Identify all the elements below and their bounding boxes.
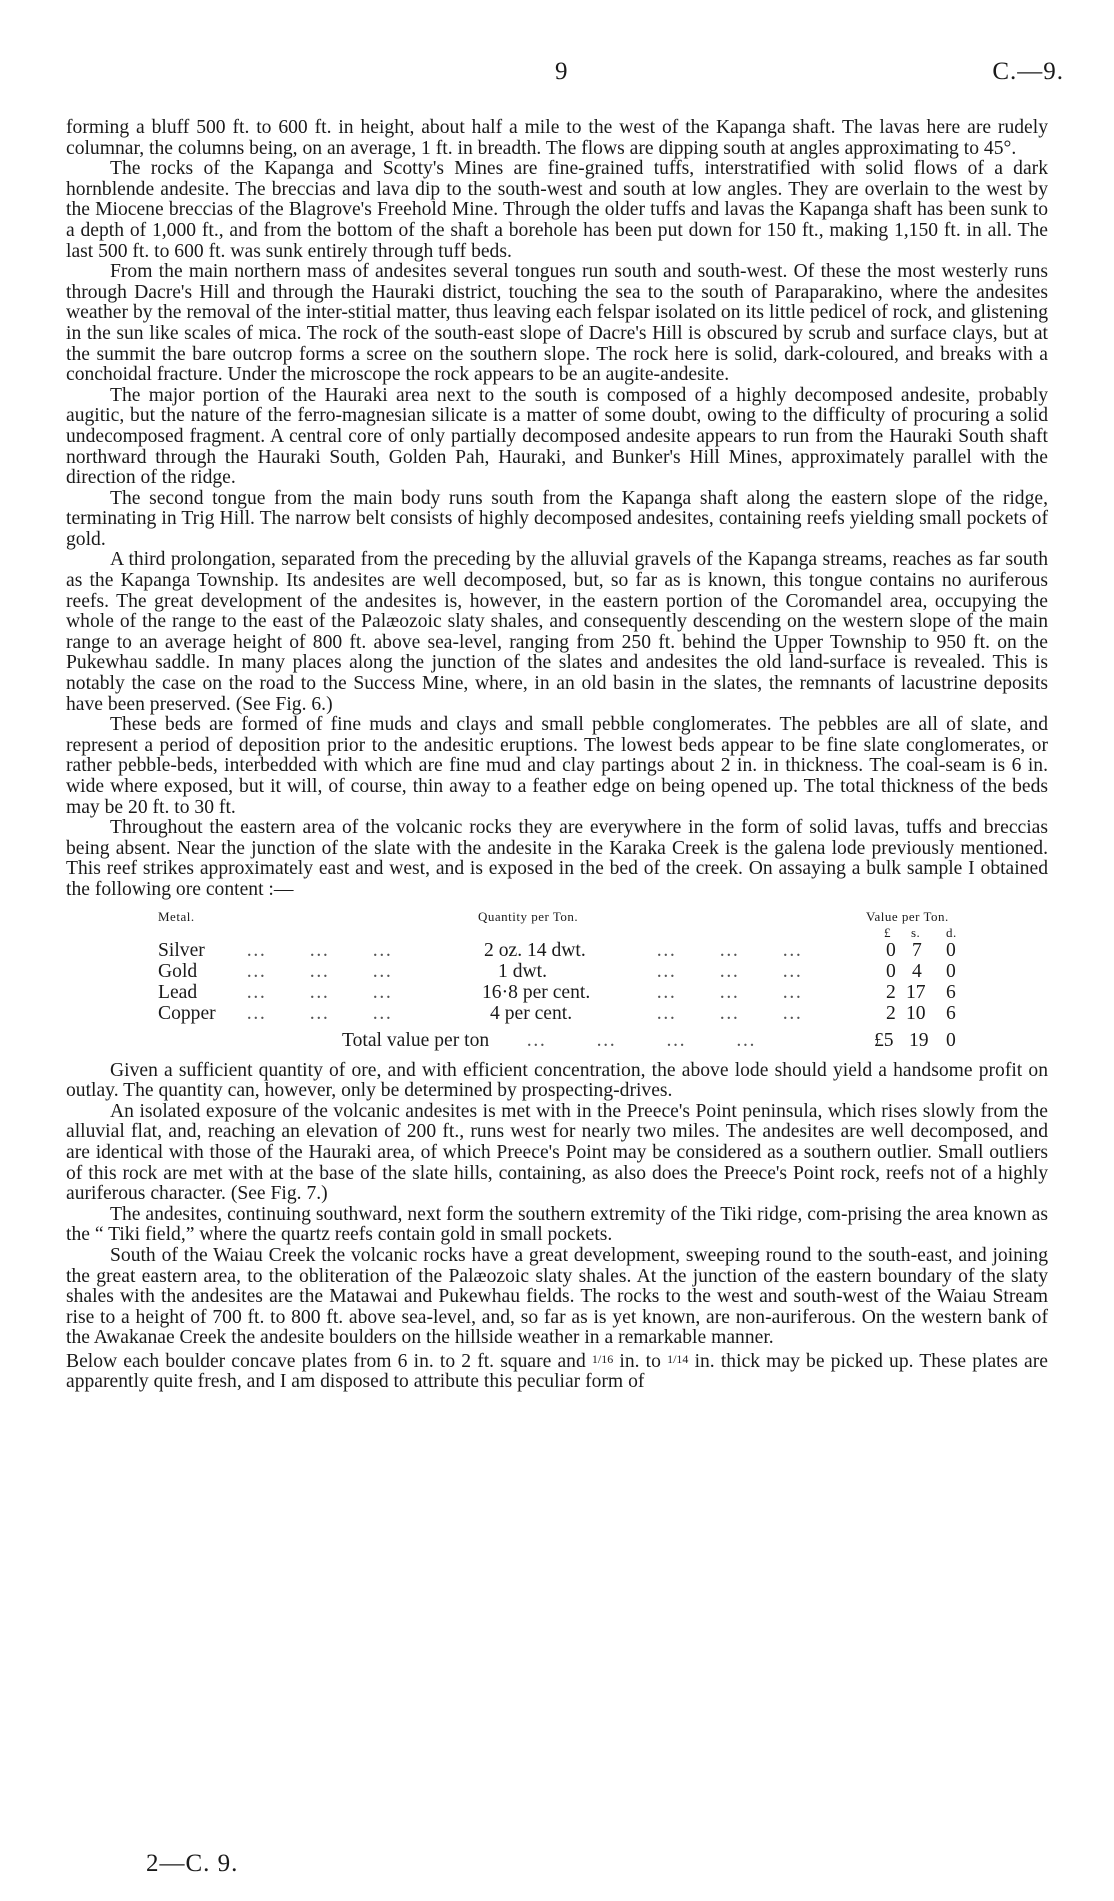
- metal-cell: Silver: [158, 939, 205, 961]
- paragraph: Given a sufficient quantity of ore, and with efficient concentration, the above lode should yield a handsome profit on outlay. The quantity can, however, only be determined by prospecting-drives.: [66, 1059, 1048, 1102]
- shillings-cell: 10: [906, 1002, 926, 1024]
- header-pounds: £: [884, 924, 891, 940]
- table-row: [66, 1004, 1048, 1026]
- total-pounds-cell: £5: [874, 1029, 894, 1051]
- pence-cell: 0: [946, 939, 956, 961]
- metal-cell: Copper: [158, 1002, 216, 1024]
- document-reference: C.—9.: [992, 58, 1064, 85]
- ore-content-table: [66, 907, 1048, 1051]
- pounds-cell: 2: [886, 1002, 896, 1024]
- paragraph: Throughout the eastern area of the volcanic rocks they are everywhere in the form of solid lavas, tuffs and breccias being absent. Near the junction of the slate with the andesite in the Karaka Creek is the galena lode previously mentioned. This reef strikes approximately east and west, and is exposed in the bed of the creek. On assaying a bulk sample I obtained the following ore content :—: [66, 817, 1048, 900]
- paragraph: The major portion of the Hauraki area next to the south is composed of a highly decomposed andesite, probably augitic, but the nature of the ferro-magnesian silicate is a matter of some doubt, owing to the difficulty of procuring a solid undecomposed fragment. A central core of only partially decomposed andesite appears to run from the Hauraki South shaft northward through the Hauraki South, Golden Pah, Hauraki, and Bunker's Hill Mines, approximately parallel with the direction of the ridge.: [66, 384, 1048, 489]
- metal-cell: Gold: [158, 960, 198, 982]
- leader-dots: … … …: [656, 1002, 804, 1024]
- table-total-row: [66, 1031, 1048, 1053]
- text-run: in. thick may be picked up. These plates are apparently quite fresh, and I am disposed to attribute this peculiar form of: [66, 1350, 1048, 1393]
- table-row: [66, 962, 1048, 984]
- total-label: Total value per ton: [342, 1029, 490, 1051]
- quantity-cell: 4 per cent.: [490, 1002, 573, 1024]
- paragraph: The andesites, continuing southward, next form the southern extremity of the Tiki ridge, com-prising the area known as the “ Tiki field,” where the quartz reefs contain gold in small pockets.: [66, 1203, 1048, 1246]
- paragraph: The second tongue from the main body runs south from the Kapanga shaft along the eastern slope of the ridge, terminating in Trig Hill. The narrow belt consists of highly decomposed andesites, containing reefs yielding small pockets of gold.: [66, 487, 1048, 550]
- pounds-cell: 0: [886, 960, 896, 982]
- leader-dots: … … …: [656, 939, 804, 961]
- paragraph: forming a bluff 500 ft. to 600 ft. in height, about half a mile to the west of the Kapanga shaft. The lavas here are rudely columnar, the columns being, on an average, 1 ft. in breadth. The flows are dipping south at angles approximating to 45°.: [66, 117, 1048, 159]
- leader-dots: … … …: [656, 960, 804, 982]
- pence-cell: 6: [946, 1002, 956, 1024]
- paragraph: These beds are formed of fine muds and clays and small pebble conglomerates. The pebbles are all of slate, and represent a period of deposition prior to the andesitic eruptions. The lowest beds appear to be fine slate conglomerates, or rather pebble-beds, interbedded with which are fine mud and clay partings about 2 in. in thickness. The coal-seam is 6 in. wide where exposed, but it will, of course, thin away to a feather edge on being opened up. The total thickness of the beds may be 20 ft. to 30 ft.: [66, 714, 1048, 818]
- pounds-cell: 0: [886, 939, 896, 961]
- text-run: Below each boulder concave plates from 6 in. to 2 ft. square and: [66, 1350, 586, 1372]
- leader-dots: … … …: [246, 960, 394, 982]
- quantity-cell: 2 oz. 14 dwt.: [484, 939, 586, 961]
- header-value: Value per Ton.: [866, 908, 949, 924]
- table-row: [66, 941, 1048, 963]
- shillings-cell: 4: [912, 960, 922, 982]
- leader-dots: … … …: [246, 939, 394, 961]
- pence-cell: 0: [946, 960, 956, 982]
- body-text: [66, 118, 1048, 1393]
- quantity-cell: 16·8 per cent.: [482, 981, 591, 1003]
- total-shillings-cell: 19: [909, 1029, 929, 1051]
- shillings-cell: 17: [906, 981, 926, 1003]
- header-pence: d.: [946, 924, 957, 940]
- header-metal: Metal.: [158, 908, 195, 924]
- text-run: in. to: [619, 1350, 661, 1372]
- leader-dots: … … … …: [526, 1029, 758, 1051]
- paragraph: From the main northern mass of andesites several tongues run south and south-west. Of these the most westerly runs through Dacre's Hill and through the Hauraki district, touching the sea to the south of Paraparakino, where the andesites weather by the removal of the inter-stitial matter, thus leaving each felspar isolated on its little pedicel of rock, and glistening in the sun like scales of mica. The rock of the south-east slope of Dacre's Hill is obscured by scrub and surface clays, but at the summit the bare outcrop forms a scree on the southern slope. The rock here is solid, dark-coloured, and breaks with a conchoidal fracture. Under the microscope the rock appears to be an augite-andesite.: [66, 261, 1048, 386]
- table-row: [66, 983, 1048, 1005]
- fraction: 1/16: [591, 1351, 614, 1366]
- pence-cell: 6: [946, 981, 956, 1003]
- paragraph: South of the Waiau Creek the volcanic rocks have a great development, sweeping round to the south-east, and joining the great eastern area, to the obliteration of the Palæozoic slaty shales. At the junction of the eastern boundary of the slaty shales with the andesites are the Matawai and Pukewhau fields. The rocks to the west and south-west of the Waiau Stream rise to a height of 700 ft. to 800 ft. above sea-level, and, so far as is yet known, are non-auriferous. On the western bank of the Awakanae Creek the andesite boulders on the hillside weather in a remarkable manner.: [66, 1244, 1048, 1349]
- quantity-cell: 1 dwt.: [498, 960, 547, 982]
- pounds-cell: 2: [886, 981, 896, 1003]
- shillings-cell: 7: [912, 939, 922, 961]
- fraction: 1/14: [667, 1351, 689, 1366]
- paragraph: An isolated exposure of the volcanic andesites is met with in the Preece's Point peninsula, which rises slowly from the alluvial flat, and, reaching an elevation of 200 ft., runs west for nearly two miles. The andesites are well decomposed, and are identical with those of the Hauraki area, of which Preece's Point may be considered as a southern outlier. Small outliers of this rock are met with at the base of the slate hills, containing, as also does the Preece's Point rock, reefs not of a highly auriferous character. (See Fig. 7.): [66, 1100, 1048, 1205]
- signature-mark: 2—C. 9.: [146, 1850, 239, 1877]
- paragraph: The rocks of the Kapanga and Scotty's Mines are fine-grained tuffs, interstratified with solid flows of a dark hornblende andesite. The breccias and lava dip to the south-west and south at low angles. They are overlain to the west by the Miocene breccias of the Blagrove's Freehold Mine. Through the older tuffs and lavas the Kapanga shaft has been sunk to a depth of 1,000 ft., and from the bottom of the shaft a borehole has been put down for 150 ft., making 1,150 ft. in all. The last 500 ft. to 600 ft. was sunk entirely through tuff beds.: [66, 158, 1048, 262]
- paragraph: A third prolongation, separated from the preceding by the alluvial gravels of the Kapanga streams, reaches as far south as the Kapanga Township. Its andesites are well decomposed, but, so far as is known, this tongue contains no auriferous reefs. The great development of the andesites is, however, in the eastern portion of the Coromandel area, occupying the whole of the range to the east of the Palæozoic slaty shales, and consequently descending on the western slope of the main range to an average height of 800 ft. above sea-level, ranging from 250 ft. behind the Upper Township to 950 ft. on the Pukewhau saddle. In many places along the junction of the slates and andesites the old land-surface is revealed. This is notably the case on the road to the Success Mine, where, in an old basin in the slates, the remnants of lacustrine deposits have been preserved. (See Fig. 6.): [66, 549, 1048, 715]
- header-shillings: s.: [911, 924, 921, 940]
- header-quantity: Quantity per Ton.: [478, 908, 579, 924]
- metal-cell: Lead: [158, 981, 198, 1003]
- page-number: 9: [555, 58, 568, 85]
- leader-dots: … … …: [656, 981, 804, 1003]
- leader-dots: … … …: [246, 981, 394, 1003]
- total-pence-cell: 0: [946, 1029, 956, 1051]
- paragraph: [66, 1349, 1048, 1393]
- leader-dots: … … …: [246, 1002, 394, 1024]
